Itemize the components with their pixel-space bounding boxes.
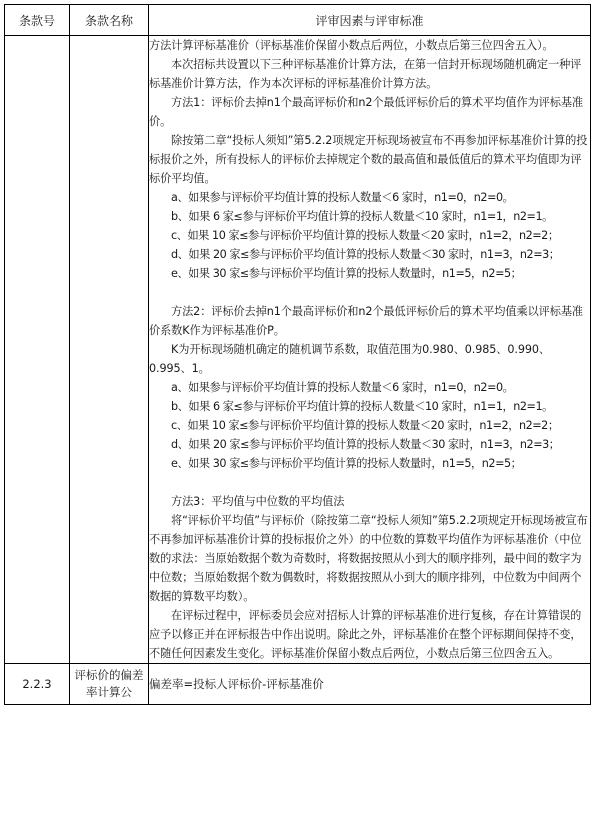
para-method1-title: 方法1：评标价去掉n1个最高评标价和n2个最低评标价后的算术平均值作为评标基准价。 <box>149 96 584 128</box>
method1-rule-e: e、如果 30 家≤参与评标价平均值计算的投标人数量时，n1=5，n2=5； <box>171 267 522 280</box>
para-method2-k: K为开标现场随机确定的随机调节系数，取值范围为0.980、0.985、0.990、0.995、1。 <box>149 343 551 375</box>
header-clause-no: 条款号 <box>5 5 70 36</box>
para-overview: 本次招标共设置以下三种评标基准价计算方法，在第一信封开标现场随机确定一种评标基准价计算方法，作为本次评标的评标基准价计算方法。 <box>149 58 582 90</box>
criteria-cell <box>149 36 591 664</box>
clause-name-cell <box>70 36 149 664</box>
method1-rule-d: d、如果 20 家≤参与评标价平均值计算的投标人数量＜30 家时，n1=3，n2=3； <box>171 248 560 261</box>
method2-rule-a: a、如果参与评标价平均值计算的投标人数量＜6 家时，n1=0，n2=0。 <box>171 381 514 394</box>
para-method2-title: 方法2：评标价去掉n1个最高评标价和n2个最低评标价后的算术平均值乘以评标基准价系数K作为评标基准价P。 <box>149 305 584 337</box>
method2-rule-c: c、如果 10 家≤参与评标价平均值计算的投标人数量＜20 家时，n1=2，n2=2； <box>171 419 559 432</box>
table-header-row <box>5 5 591 36</box>
criteria-table <box>4 4 591 705</box>
header-clause-name: 条款名称 <box>70 5 149 36</box>
para-intro: 方法计算评标基准价（评标基准价保留小数点后两位，小数点后第三位四舍五入）。 <box>149 39 554 52</box>
method2-rule-d: d、如果 20 家≤参与评标价平均值计算的投标人数量＜30 家时，n1=3，n2=3； <box>171 438 560 451</box>
method2-rule-e: e、如果 30 家≤参与评标价平均值计算的投标人数量时，n1=5，n2=5； <box>171 457 522 470</box>
spacer <box>149 473 590 492</box>
clause-name: 评标价的偏差率计算公 <box>70 664 149 705</box>
table-row <box>5 36 591 664</box>
method1-rule-c: c、如果 10 家≤参与评标价平均值计算的投标人数量＜20 家时，n1=2，n2=2； <box>171 229 559 242</box>
spacer <box>149 283 590 302</box>
para-method1-desc: 除按第二章“投标人须知”第5.2.2项规定开标现场被宣布不再参加评标基准价计算的投标报价之外，所有投标人的评标价去掉规定个数的最高值和最低值后的算术平均值即为评标价平均值。 <box>149 134 588 185</box>
para-method3-title: 方法3：平均值与中位数的平均值法 <box>171 495 345 508</box>
deviation-formula: 偏差率=投标人评标价-评标基准价 <box>149 664 591 705</box>
method1-rule-b: b、如果 6 家≤参与评标价平均值计算的投标人数量＜10 家时，n1=1，n2=1。 <box>171 210 553 223</box>
para-method3-desc: 将“评标价平均值”与评标价（除按第二章“投标人须知”第5.2.2项规定开标现场被宣布不再参加评标基准价计算的投标报价之外）的中位数的算数平均值作为评标基准价（中位数的求法：当原始数据个数为奇数时，将数据按照从小到大的顺序排列，最中间的数字为中位数；当原始数据个数为偶数时，将数据按照从小到大的顺序排列，中位数为中间两个数据的算数平均数）。 <box>149 514 588 603</box>
table-row <box>5 664 591 705</box>
para-review-note: 在评标过程中，评标委员会应对招标人计算的评标基准价进行复核，存在计算错误的应予以修正并在评标报告中作出说明。除此之外，评标基准价在整个评标期间保持不变，不随任何因素发生变化。评标基准价保留小数点后两位，小数点后第三位四舍五入。 <box>149 609 582 660</box>
clause-no-cell <box>5 36 70 664</box>
method1-rule-a: a、如果参与评标价平均值计算的投标人数量＜6 家时，n1=0，n2=0。 <box>171 191 514 204</box>
header-criteria: 评审因素与评审标准 <box>149 5 591 36</box>
clause-no: 2.2.3 <box>5 664 70 705</box>
method2-rule-b: b、如果 6 家≤参与评标价平均值计算的投标人数量＜10 家时，n1=1，n2=1。 <box>171 400 553 413</box>
